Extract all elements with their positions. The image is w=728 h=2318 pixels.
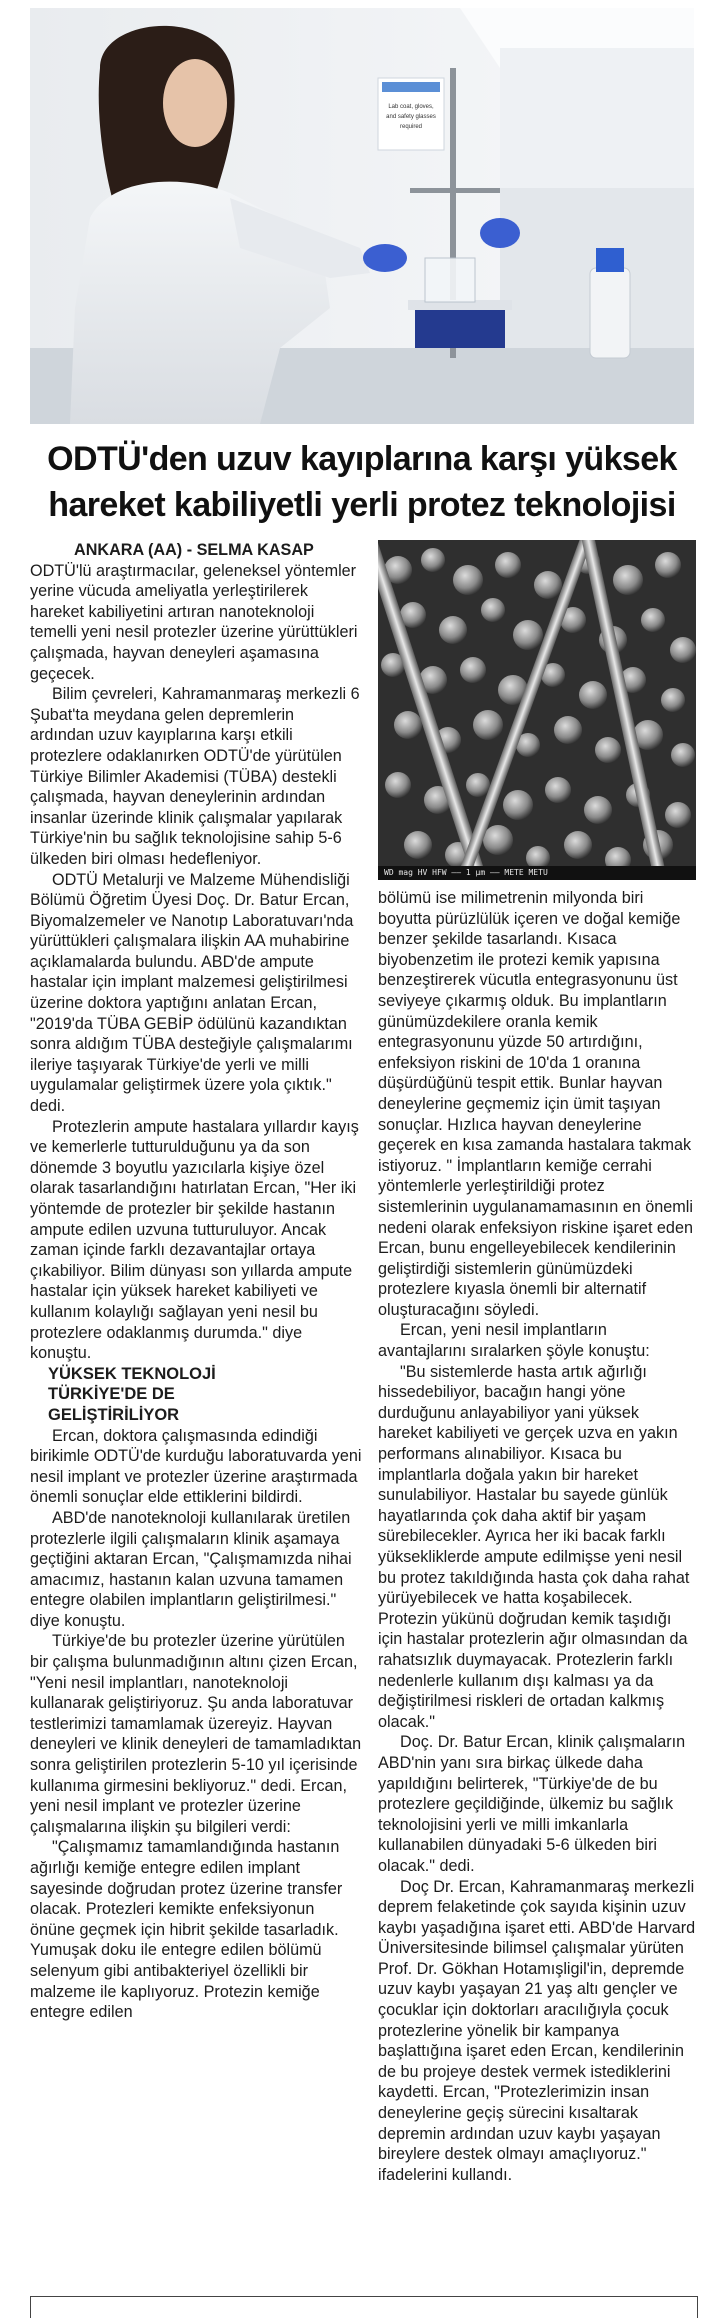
paragraph: "Bu sistemlerde hasta artık ağırlığı hissedebiliyor, bacağın hangi yöne durduğunu anlayabiliyor yani yüksek hareket kabiliyeti ve gerçek uzva en yakın performans alınabiliyor. Kısaca bu implantlarla doğala yakın bir hareket sunulabiliyor. Hastalar bu sayede günlük hayatlarında çok daha aktif bir yaşam sürebilecekler. Ayrıca her iki bacak farklı yüksekliklerde ampute edilmişse yeni nesil bu protez takıldığında hasta çok daha rahat yürüyebilecek ve hatta koşabilecek. Protezin yükünü doğrudan kemik taşıdığı için hastalar protezlerin ağır olmasından da rahatsızlık duymayacak. Protezlerin farklı nedenlerle kullanım dışı kalması ya da değiştirilmesi riskleri de ortadan kalkmış olacak." (378, 1362, 690, 1731)
headline-line-1: ODTÜ'den uzuv kayıplarına karşı yüksek (47, 440, 677, 478)
paragraph: Türkiye'de bu protezler üzerine yürütülen bir çalışma bulunmadığının altını çizen Ercan, "Yeni nesil implantları, nanoteknoloji kullanarak geliştiriyoruz. Şu anda laboratuvar testlerimizi tamamlamak üzereyiz. Hayvan deneyleri ve klinik deneyleri de tamamladıktan sonra geliştirilen protezlerin 5-10 yıl içerisinde kullanıma girmesini bekliyoruz." dedi. Ercan, yeni nesil implant ve protezler üzerine çalışmalarına ilişkin şu bilgileri verdi: (30, 1632, 362, 1836)
paragraph: Protezlerin ampute hastalara yıllardır kayış ve kemerlerle tutturulduğunu ya da son dönemde 3 boyutlu yazıcılarla kişiye özel olarak tasarlandığını hatırlatan Ercan, "Her iki yöntemde de protezler bir şekilde hastanın ampute edilen uzvuna tutturuluyor. Ancak zaman içinde farklı dezavantajlar ortaya çıkabiliyor. Bilim dünyası son yıllarda ampute hastalar için yüksek hareket kabiliyeti ve kullanım kolaylığı sağlayan yeni nesil bu protezlere odaklanmış durumda." diye konuştu. (30, 1117, 359, 1363)
paragraph: ODTÜ Metalurji ve Malzeme Mühendisliği Bölümü Öğretim Üyesi Doç. Dr. Batur Ercan, Biyomalzemeler ve Nanotıp Laboratuvarı'nda yürüttükleri çalışmalara ilişkin AA muhabirine açıklamalarda bulundu. ABD'de ampute hastalar için implant malzemesi geliştirilmesi üzerine doktora yaptığını anlatan Ercan, "2019'da TÜBA GEBİP ödülünü kazandıktan sonra aldığım TÜBA desteğiyle çalışmalarımı ileriye taşıyarak Türkiye'de yerli ve milli uygulamalar geliştirmek üzere yola çıktık." dedi. (30, 870, 354, 1116)
sign-line-2: and safety glasses (386, 114, 436, 120)
paragraph: bölümü ise milimetrenin milyonda biri boyutta pürüzlülük içeren ve doğal kemiğe benzer şekilde tasarlandı. Kısaca biyobenzetim ile protezi kemik yapısına benzeştirerek vücutla entegrasyonunu üst seviyeye çıkarmış olduk. Bu implantların günümüzdekilere oranla kemik entegrasyonunu yüzde 50 artırdığını, enfeksiyon riskini de 10'da 1 oranına düşürdüğünü tespit ettik. Bunlar hayvan deneylerine geçmemiz için ümit taşıyan sonuçlar. Hızlıca hayvan deneylerine geçerek en kısa zamanda hastalara takmak istiyoruz. " İmplantların kemiğe cerrahi yöntemlerle yerleştirildiği protez sistemlerinin uygulanamamasının en önemli nedeni olarak enfeksiyon riskine işaret eden Ercan, bunu engelleyebilecek kendilerinin geliştirdiği sistemlerin günümüzdeki protezlere kıyasla önemli bir alternatif oluşturacağını söyledi. (378, 889, 693, 1319)
section-subhead (48, 1364, 362, 1426)
page-frame-edge (30, 2296, 698, 2318)
lab-photo-illustration (30, 8, 694, 424)
sem-scale-text: WD mag HV HFW —— 1 µm —— METE METU (384, 868, 548, 877)
byline: ANKARA (AA) - SELMA KASAP (74, 541, 314, 559)
article-headline (30, 436, 694, 528)
paragraph: Ercan, yeni nesil implantların avantajlarını sıralarken şöyle konuştu: (378, 1321, 650, 1361)
article-column-left (30, 540, 362, 2023)
paragraph: Bilim çevreleri, Kahramanmaraş merkezli 6 Şubat'ta meydana gelen depremlerin ardından uzuv kayıplarına karşı etkili protezlere odaklanırken ODTÜ'de yürütülen Türkiye Bilimler Akademisi (TÜBA) destekli çalışmada, hayvan deneylerinin ardından insanlar üzerinde klinik çalışmalar yapılarak Türkiye'nin bu sağlık teknolojisine sahip 5-6 ülkeden biri olması hedefleniyor. (30, 685, 360, 868)
paragraph: "Çalışmamız tamamlandığında hastanın ağırlığı kemiğe entegre edilen implant sayesinde doğrudan protez üzerine transfer olacak. Protezleri kemikte enfeksiyonun önüne geçmek için hibrit şekilde tasarladık. Yumuşak doku ile entegre edilen bölümü selenyum gibi antibakteriyel özellikli bir malzeme ile kaplıyoruz. Protezin kemiğe entegre edilen (30, 1838, 343, 2022)
sem-info-bar (378, 866, 696, 880)
paragraph: ODTÜ'lü araştırmacılar, geleneksel yöntemler yerine vücuda ameliyatla yerleştirilerek hareket kabiliyetini artıran nanoteknoloji temelli yeni nesil protezler üzerine yürüttükleri çalışmada, hayvan deneyleri aşamasına geçecek. (30, 561, 358, 683)
subhead-line-3: GELİŞTİRİLİYOR (48, 1405, 180, 1424)
paragraph: Doç. Dr. Batur Ercan, klinik çalışmaların ABD'nin yanı sıra birkaç ülkede daha yapıldığını belirterek, "Türkiye'de de bu protezlere geçildiğinde, ülkemiz bu sağlık teknolojisini yerli ve milli imkanlarla kullanabilen dünyadaki 5-6 ülkeden biri olacak." dedi. (378, 1733, 686, 1875)
paragraph: ABD'de nanoteknoloji kullanılarak üretilen protezlerle ilgili çalışmaların klinik aşamaya geçtiğini aktaran Ercan, "Çalışmamızda nihai amacımız, hastanın kalan uzvuna tamamen entegre olabilen implantların geliştirilmesi." diye konuştu. (30, 1508, 352, 1630)
headline-line-2: hareket kabiliyetli yerli protez teknolojisi (48, 486, 676, 524)
paragraph: Ercan, doktora çalışmasında edindiği birikimle ODTÜ'de kurduğu laboratuvarda yeni nesil implant ve protezler üzerine araştırmada önemli sonuçlar elde ettiklerini bildirdi. (30, 1426, 362, 1507)
subhead-line-2: TÜRKİYE'DE DE (48, 1385, 175, 1404)
article-column-right (378, 888, 696, 2185)
paragraph: Doç Dr. Ercan, Kahramanmaraş merkezli deprem felaketinde çok sayıda kişinin uzuv kaybı yaşadığına işaret etti. ABD'de Harvard Üniversitesinde bilimsel çalışmalar yürüten Prof. Dr. Gökhan Hotamışligil'in, depremde uzuv kaybı yaşayan 21 yaş altı gençler ve çocuklar için doktorları aracılığıyla çocuk protezlerine yönelik bir kampanya başlattığına işaret eden Ercan, kendilerinin de bu projeye destek vermek istediklerini kaydetti. Ercan, "Protezlerimizin insan deneylerine geçiş sürecini kısaltarak depremin ardından uzuv kaybı yaşayan bireylere destek olmayı amaçlıyoruz." ifadelerini kullandı. (378, 1877, 696, 2184)
subhead-line-1: YÜKSEK TEKNOLOJİ (48, 1364, 216, 1383)
article-photo (30, 8, 694, 424)
nanostructure-image (378, 540, 696, 880)
sem-micrograph (378, 540, 696, 880)
sign-line-1: Lab coat, gloves, (388, 104, 434, 110)
sign-line-3: required (399, 124, 423, 130)
